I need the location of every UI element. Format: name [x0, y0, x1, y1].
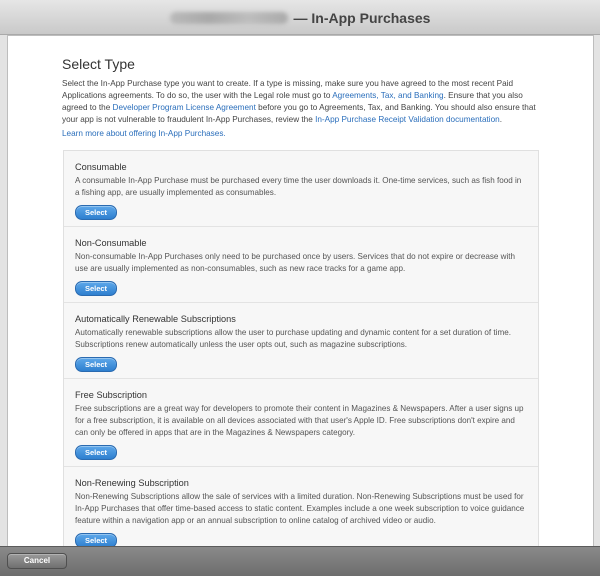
- type-description: Non-consumable In-App Purchases only need to be purchased once by users. Services that do not expire or decrease with use are usually implemented as non-consumables, such as new race tracks for a game app.: [75, 252, 516, 273]
- app-name-redacted: [170, 12, 288, 24]
- intro-text-part-3: before you go to Agreements, Tax, and Banking. You should also ensure that your app is not vulnerable to fraudulent In-App Purchases, review the: [62, 103, 536, 124]
- select-free-subscription-button[interactable]: Select: [75, 445, 117, 460]
- intro-text-part-4: .: [499, 115, 502, 124]
- select-consumable-button[interactable]: Select: [75, 205, 117, 220]
- type-description: Free subscriptions are a great way for developers to promote their content in Magazines & Newspapers. After a user signs up for a free subscription, it is available on all devices associated with that user's Apple ID. Free subscriptions don't expire and can only be offered in apps that are in the Magazines & Newspapers category.: [75, 404, 524, 437]
- purchase-type-list: [63, 150, 539, 555]
- select-non-renewing-button[interactable]: Select: [75, 533, 117, 548]
- receipt-validation-link[interactable]: In-App Purchase Receipt Validation documentation: [315, 115, 500, 124]
- type-title: Automatically Renewable Subscriptions: [75, 314, 236, 324]
- type-free-subscription: [64, 378, 538, 466]
- page-title: Select Type: [62, 56, 135, 72]
- license-agreement-link[interactable]: Developer Program License Agreement: [112, 103, 256, 112]
- title-bar: [0, 0, 600, 35]
- type-auto-renewable-subscription: [64, 302, 538, 378]
- type-consumable: [64, 151, 538, 226]
- type-title: Free Subscription: [75, 390, 148, 400]
- type-title: Non-Renewing Subscription: [75, 478, 189, 488]
- content-panel: [7, 35, 594, 547]
- type-non-consumable: [64, 226, 538, 302]
- type-description: Non-Renewing Subscriptions allow the sale of services with a limited duration. Non-Renewing Subscriptions must be used for In-App Purchases that offer time-based access to static content. Examples include a one week subscription to voice guidance feature within a navigation app or an annual subscription to online catalog of archived video or audio.: [75, 492, 525, 525]
- type-title: Non-Consumable: [75, 238, 147, 248]
- dialog-footer: [0, 546, 600, 576]
- window-title-text: — In-App Purchases: [293, 10, 431, 26]
- select-auto-renewable-button[interactable]: Select: [75, 357, 117, 372]
- intro-text-part-1: Select the In-App Purchase type you want to create. If a type is missing, make sure you have agreed to the most recent Paid Applications agreements. To do so, the user with the Legal role must go to: [62, 79, 514, 100]
- cancel-button[interactable]: Cancel: [7, 553, 67, 569]
- select-non-consumable-button[interactable]: Select: [75, 281, 117, 296]
- intro-text: [62, 78, 546, 126]
- learn-more-link[interactable]: Learn more about offering In-App Purchases.: [62, 129, 226, 138]
- type-description: A consumable In-App Purchase must be purchased every time the user downloads it. One-time services, such as fish food in a fishing app, are usually implemented as consumables.: [75, 176, 522, 197]
- intro-text-part-2: . Ensure that you also agreed to the: [62, 91, 523, 112]
- agreements-link[interactable]: Agreements, Tax, and Banking: [332, 91, 444, 100]
- type-non-renewing-subscription: [64, 466, 538, 554]
- type-description: Automatically renewable subscriptions allow the user to purchase updating and dynamic content for a set duration of time. Subscriptions renew automatically unless the user opts out, such as magazine subscriptions.: [75, 328, 511, 349]
- window-title: [0, 10, 600, 26]
- type-title: Consumable: [75, 162, 127, 172]
- learn-more-link-row: [62, 129, 226, 138]
